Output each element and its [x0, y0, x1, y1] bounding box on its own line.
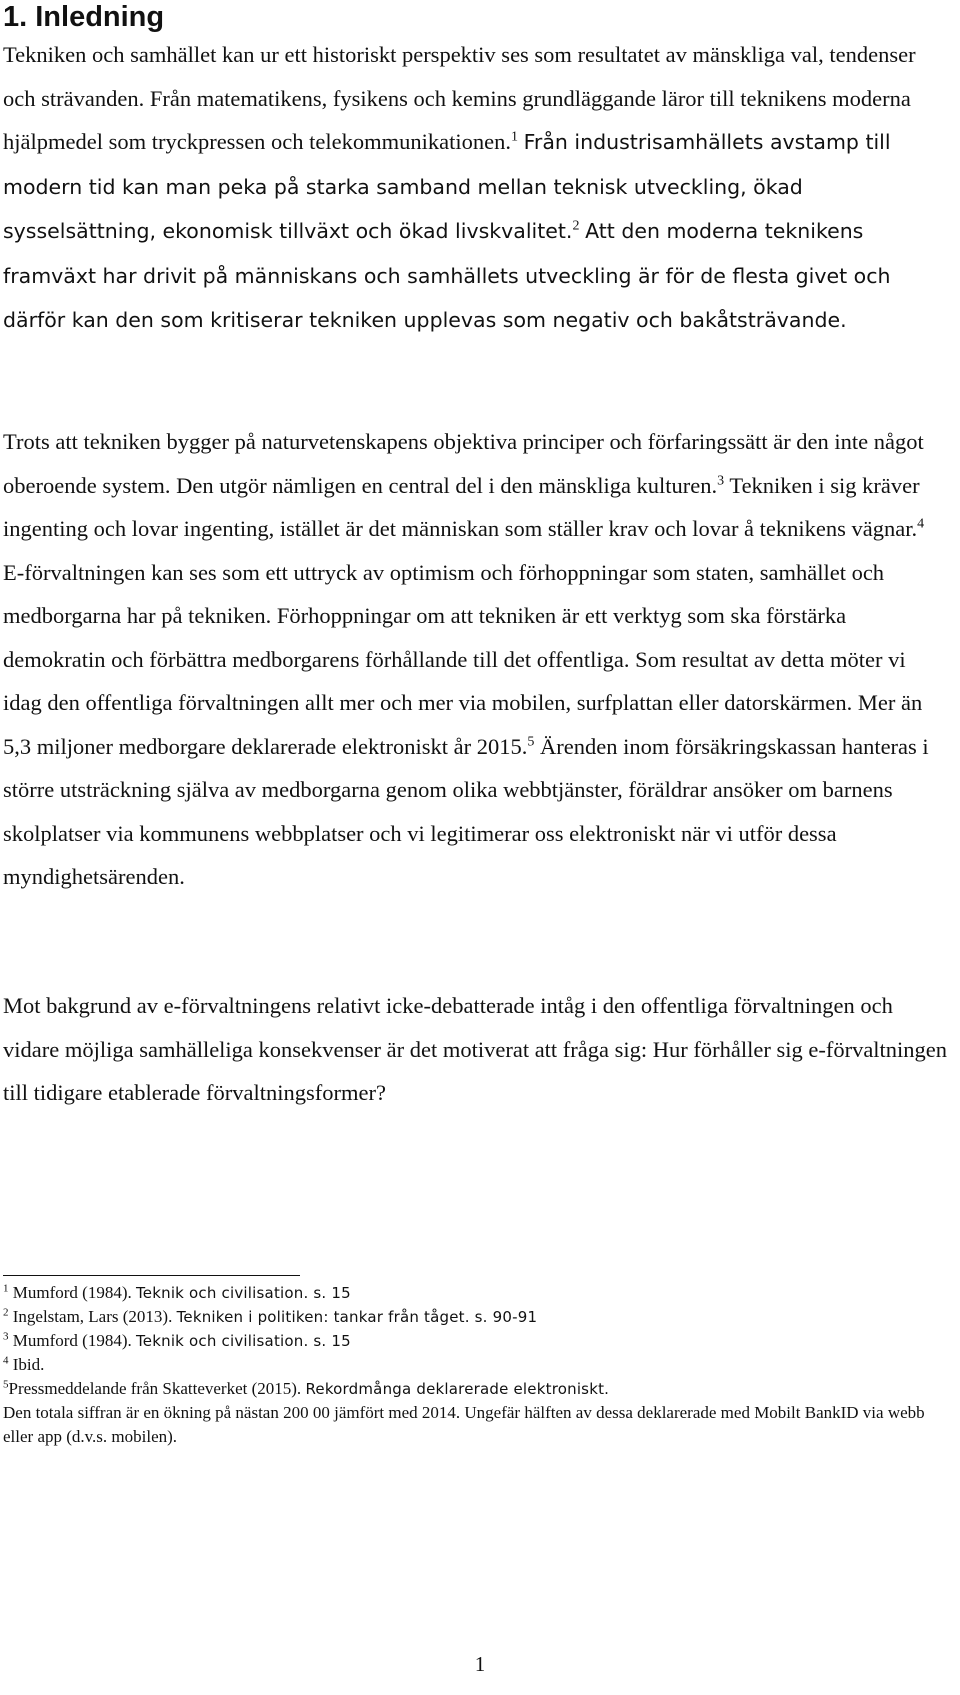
- culture-sentence-1: Trots att tekniken bygger på naturvetenskapens objektiva principer och förfaringssätt är den inte något oberoende system. Den utgör nämligen en central del i den mänskliga kulturen.: [3, 429, 924, 498]
- section-heading: 1. Inledning: [3, 1, 165, 33]
- footnote-title: Rekordmånga deklarerade elektroniskt.: [305, 1380, 610, 1398]
- footnote-separator: [3, 1275, 300, 1276]
- footnote-ref-5[interactable]: 5: [527, 734, 535, 749]
- footnote-5-note: Den totala siffran är en ökning på nästan 200 00 jämfört med 2014. Ungefär hälften av dessa deklarerade med Mobilt BankID via webb eller app (d.v.s. mobilen).: [3, 1403, 925, 1446]
- footnote-1: [3, 1281, 953, 1305]
- footnote-2: [3, 1305, 953, 1329]
- footnote-ref-4[interactable]: 4: [917, 516, 925, 532]
- page-number: 1: [474, 1652, 486, 1676]
- footnotes: [3, 1281, 953, 1449]
- footnote-ref-3[interactable]: 3: [717, 473, 725, 488]
- footnote-title: Tekniken i politiken: tankar från tåget. s. 90-91: [176, 1308, 538, 1326]
- footnote-number: 4: [3, 1354, 9, 1367]
- footnote-title: Teknik och civilisation. s. 15: [135, 1332, 351, 1350]
- culture-sentence-4: Ärenden inom försäkringskassan hanteras i större utsträckning själva av medborgarna genom olika webbtjänster, föräldrar ansöker om barnens skolplatser via kommunens webbplatser och vi legitimerar oss elektroniskt när vi utför dessa myndighetsärenden.: [3, 733, 929, 889]
- paragraph-technology-culture: [3, 420, 948, 899]
- paragraph-intro: [3, 33, 948, 343]
- footnote-number: 1: [3, 1282, 9, 1295]
- footnote-source: Mumford (1984).: [12, 1331, 136, 1350]
- footnote-source: Mumford (1984).: [12, 1283, 136, 1302]
- footnote-number: 5: [3, 1378, 9, 1391]
- footnote-source: Ibid.: [12, 1355, 45, 1374]
- footnote-ref-1[interactable]: 1: [511, 129, 518, 145]
- intro-sentence-3: Att den moderna teknikens framväxt har drivit på människans och samhällets utveckling är för de flesta givet och därför kan den som kritiserar tekniken upplevas som negativ och bakåtsträvande.: [3, 219, 891, 332]
- footnote-3: [3, 1329, 953, 1353]
- footnote-ref-2[interactable]: 2: [572, 218, 580, 234]
- footnote-4: [3, 1353, 953, 1377]
- footnote-source: Pressmeddelande från Skatteverket (2015).: [8, 1379, 306, 1398]
- culture-sentence-2: Tekniken i sig kräver ingenting och lovar ingenting, istället är det människan som ställer krav och lovar å teknikens vägnar.: [3, 472, 920, 541]
- intro-sentence-2: Från industrisamhällets avstamp till modern tid kan man peka på starka samband mellan teknisk utveckling, ökad sysselsättning, ekonomisk tillväxt och ökad livskvalitet.: [3, 130, 891, 243]
- footnote-source: Ingelstam, Lars (2013).: [12, 1307, 177, 1326]
- footnote-5: [3, 1377, 953, 1401]
- culture-sentence-3: E-förvaltningen kan ses som ett uttryck av optimism och förhoppningar som staten, samhället och medborgarna har på tekniken. Förhoppningar om att tekniken är ett verktyg som ska förstärka demokratin och förbättra medborgarens förhållande till det offentliga. Som resultat av detta möter vi idag den offentliga förvaltningen allt mer och mer via mobilen, surfplattan eller datorskärmen. Mer än 5,3 miljoner medborgare deklarerade elektroniskt år 2015.: [3, 559, 923, 759]
- intro-sentence-1: Tekniken och samhället kan ur ett historiskt perspektiv ses som resultatet av mänskliga val, tendenser och strävanden. Från matematikens, fysikens och kemins grundläggande läror till teknikens moderna hjälpmedel som tryckpressen och telekommunikationen.: [3, 42, 916, 154]
- footnote-number: 3: [3, 1330, 9, 1343]
- paragraph-research-question: Mot bakgrund av e-förvaltningens relativt icke-debatterade intåg i den offentliga förvaltningen och vidare möjliga samhälleliga konsekvenser är det motiverat att fråga sig: Hur förhåller sig e-förvaltningen till tidigare etablerade förvaltningsformer?: [3, 993, 948, 1105]
- footnote-number: 2: [3, 1306, 9, 1319]
- footnote-title: Teknik och civilisation. s. 15: [135, 1284, 351, 1302]
